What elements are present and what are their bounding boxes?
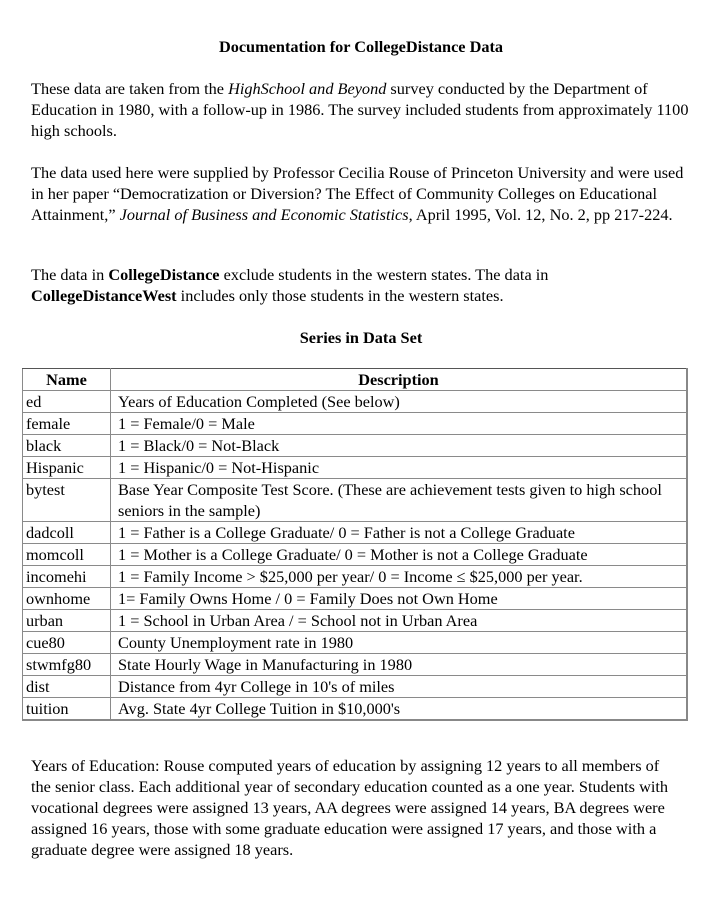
- series-description: 1= Family Owns Home / 0 = Family Does not Own Home: [111, 588, 688, 610]
- table-row: [23, 391, 688, 413]
- table-row: [23, 654, 688, 676]
- series-description: 1 = Female/0 = Male: [111, 413, 688, 435]
- series-name: incomehi: [23, 566, 111, 588]
- dataset-name-collegedistancewest: CollegeDistanceWest: [31, 286, 177, 305]
- series-description: Distance from 4yr College in 10's of miles: [111, 676, 688, 698]
- series-table: [22, 368, 688, 721]
- series-description: 1 = Black/0 = Not-Black: [111, 435, 688, 457]
- table-row: [23, 413, 688, 435]
- survey-name: HighSchool and Beyond: [228, 79, 387, 98]
- table-row: [23, 698, 688, 721]
- table-row: [23, 435, 688, 457]
- series-description: 1 = School in Urban Area / = School not in Urban Area: [111, 610, 688, 632]
- series-name: dist: [23, 676, 111, 698]
- series-name: dadcoll: [23, 522, 111, 544]
- scope-text-3: includes only those students in the western states.: [176, 286, 504, 305]
- dataset-name-collegedistance: CollegeDistance: [108, 265, 220, 284]
- series-name: momcoll: [23, 544, 111, 566]
- series-description: Base Year Composite Test Score. (These are achievement tests given to high school seniors in the sample): [111, 479, 688, 522]
- series-name: Hispanic: [23, 457, 111, 479]
- series-description: County Unemployment rate in 1980: [111, 632, 688, 654]
- years-of-education-note: Years of Education: Rouse computed years of education by assigning 12 years to all members of the senior class. Each additional year of secondary education counted as a one year. Students with vocational degrees were assigned 13 years, AA degrees were assigned 14 years, BA degrees were assigned 16 years, those with some graduate education were assigned 17 years, and those with a graduate degree were assigned 18 years.: [31, 756, 669, 859]
- series-name: urban: [23, 610, 111, 632]
- table-row: [23, 632, 688, 654]
- journal-name: Journal of Business and Economic Statistics: [119, 205, 409, 224]
- series-name: ed: [23, 391, 111, 413]
- column-header-name: Name: [23, 369, 111, 391]
- series-section-title: Series in Data Set: [299, 328, 423, 347]
- series-name: female: [23, 413, 111, 435]
- intro-paragraph: [31, 78, 691, 141]
- table-row: [23, 566, 688, 588]
- table-row: [23, 544, 688, 566]
- scope-text-1: The data in: [31, 265, 109, 284]
- table-row: [23, 457, 688, 479]
- intro-text-1: These data are taken from the: [31, 79, 229, 98]
- series-name: cue80: [23, 632, 111, 654]
- column-header-description: Description: [111, 369, 688, 391]
- table-row: [23, 588, 688, 610]
- series-name: stwmfg80: [23, 654, 111, 676]
- series-description: 1 = Family Income > $25,000 per year/ 0 = Income ≤ $25,000 per year.: [111, 566, 688, 588]
- series-description: 1 = Father is a College Graduate/ 0 = Father is not a College Graduate: [111, 522, 688, 544]
- series-description: 1 = Mother is a College Graduate/ 0 = Mother is not a College Graduate: [111, 544, 688, 566]
- table-row: [23, 610, 688, 632]
- series-description: Years of Education Completed (See below): [111, 391, 688, 413]
- series-description: State Hourly Wage in Manufacturing in 1980: [111, 654, 688, 676]
- series-name: tuition: [23, 698, 111, 721]
- document-title: Documentation for CollegeDistance Data: [218, 37, 504, 56]
- intro-text-2: survey conducted by the Department of Education in 1980, with a follow-up in 1986. The survey included students from approximately 1100 high schools.: [31, 79, 689, 140]
- table-header-row: [23, 369, 688, 391]
- scope-text-2: exclude students in the western states. The data in: [219, 265, 549, 284]
- source-text-2: , April 1995, Vol. 12, No. 2, pp 217-224.: [408, 205, 673, 224]
- table-row: [23, 676, 688, 698]
- table-row: [23, 522, 688, 544]
- series-description: 1 = Hispanic/0 = Not-Hispanic: [111, 457, 688, 479]
- table-row: [23, 479, 688, 522]
- series-name: bytest: [23, 479, 111, 522]
- source-paragraph: [31, 162, 691, 225]
- series-name: black: [23, 435, 111, 457]
- series-description: Avg. State 4yr College Tuition in $10,000's: [111, 698, 688, 721]
- source-text-1: The data used here were supplied by Professor Cecilia Rouse of Princeton University and were used in her paper “Democratization or Diversion? The Effect of Community Colleges on Educational Attainment,”: [31, 163, 684, 224]
- scope-paragraph: [31, 264, 691, 306]
- series-name: ownhome: [23, 588, 111, 610]
